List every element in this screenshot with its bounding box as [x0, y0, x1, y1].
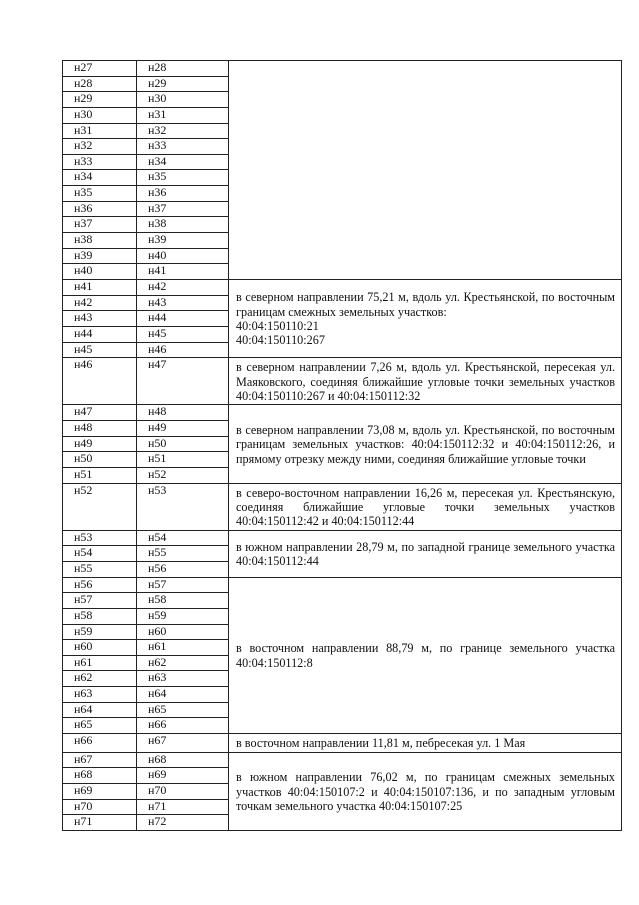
- from-point-cell: н53: [63, 530, 137, 546]
- to-point-cell: н33: [137, 139, 229, 155]
- from-point-cell: н66: [63, 734, 137, 753]
- from-point-cell: н37: [63, 217, 137, 233]
- to-point-cell: н62: [137, 655, 229, 671]
- to-point-cell: н58: [137, 593, 229, 609]
- to-point-cell: н70: [137, 783, 229, 799]
- to-point-cell: н49: [137, 420, 229, 436]
- table-row: [63, 483, 622, 530]
- from-point-cell: н56: [63, 577, 137, 593]
- from-point-cell: н54: [63, 546, 137, 562]
- table-row: [63, 530, 622, 546]
- from-point-cell: н70: [63, 799, 137, 815]
- table-row: [63, 405, 622, 421]
- description-line: в восточном направлении 88,79 м, по границе земельного участка 40:04:150112:8: [236, 641, 615, 670]
- to-point-cell: н52: [137, 467, 229, 483]
- to-point-cell: н48: [137, 405, 229, 421]
- from-point-cell: н31: [63, 123, 137, 139]
- boundary-description-cell: [229, 734, 622, 753]
- to-point-cell: н57: [137, 577, 229, 593]
- from-point-cell: н43: [63, 311, 137, 327]
- from-point-cell: н42: [63, 295, 137, 311]
- to-point-cell: н37: [137, 201, 229, 217]
- from-point-cell: н36: [63, 201, 137, 217]
- from-point-cell: н50: [63, 452, 137, 468]
- to-point-cell: н68: [137, 752, 229, 768]
- from-point-cell: н71: [63, 815, 137, 831]
- to-point-cell: н64: [137, 687, 229, 703]
- to-point-cell: н28: [137, 61, 229, 77]
- from-point-cell: н52: [63, 483, 137, 530]
- boundary-description-cell: [229, 358, 622, 405]
- to-point-cell: н36: [137, 186, 229, 202]
- to-point-cell: н39: [137, 233, 229, 249]
- from-point-cell: н32: [63, 139, 137, 155]
- boundary-description-cell: [229, 530, 622, 577]
- boundary-description-table: [62, 60, 622, 831]
- description-line: в северном направлении 73,08 м, вдоль ул. Крестьянской, по восточным границам земельных участков: 40:04:150112:32 и 40:04:150112:26, и прямому отрезку между ними, соединяя ближайшие угловые точки: [236, 422, 615, 466]
- boundary-description-cell: [229, 61, 622, 280]
- to-point-cell: н43: [137, 295, 229, 311]
- table-row: [63, 734, 622, 753]
- to-point-cell: н72: [137, 815, 229, 831]
- from-point-cell: н69: [63, 783, 137, 799]
- table-row: [63, 61, 622, 77]
- to-point-cell: н65: [137, 702, 229, 718]
- to-point-cell: н29: [137, 76, 229, 92]
- from-point-cell: н44: [63, 326, 137, 342]
- from-point-cell: н65: [63, 718, 137, 734]
- from-point-cell: н40: [63, 264, 137, 280]
- from-point-cell: н48: [63, 420, 137, 436]
- description-line: в северном направлении 75,21 м, вдоль ул. Крестьянской, по восточным границам смежных земельных участков:: [236, 290, 615, 319]
- table-body: [63, 61, 622, 831]
- to-point-cell: н69: [137, 768, 229, 784]
- from-point-cell: н28: [63, 76, 137, 92]
- from-point-cell: н34: [63, 170, 137, 186]
- to-point-cell: н63: [137, 671, 229, 687]
- from-point-cell: н45: [63, 342, 137, 358]
- to-point-cell: н51: [137, 452, 229, 468]
- from-point-cell: н33: [63, 154, 137, 170]
- boundary-description-cell: [229, 483, 622, 530]
- to-point-cell: н71: [137, 799, 229, 815]
- description-line: в восточном направлении 11,81 м, пебресекая ул. 1 Мая: [236, 736, 526, 751]
- to-point-cell: н59: [137, 608, 229, 624]
- description-line: 40:04:150110:21: [236, 319, 319, 334]
- to-point-cell: н55: [137, 546, 229, 562]
- to-point-cell: н35: [137, 170, 229, 186]
- table-row: [63, 279, 622, 295]
- from-point-cell: н64: [63, 702, 137, 718]
- from-point-cell: н46: [63, 358, 137, 405]
- table-row: [63, 752, 622, 768]
- to-point-cell: н45: [137, 326, 229, 342]
- from-point-cell: н57: [63, 593, 137, 609]
- to-point-cell: н50: [137, 436, 229, 452]
- to-point-cell: н47: [137, 358, 229, 405]
- boundary-description-cell: [229, 752, 622, 830]
- to-point-cell: н31: [137, 107, 229, 123]
- table-row: [63, 577, 622, 593]
- to-point-cell: н54: [137, 530, 229, 546]
- to-point-cell: н30: [137, 92, 229, 108]
- to-point-cell: н67: [137, 734, 229, 753]
- to-point-cell: н60: [137, 624, 229, 640]
- to-point-cell: н56: [137, 562, 229, 578]
- from-point-cell: н51: [63, 467, 137, 483]
- boundary-description-cell: [229, 279, 622, 357]
- from-point-cell: н38: [63, 233, 137, 249]
- to-point-cell: н46: [137, 342, 229, 358]
- description-line: в южном направлении 28,79 м, по западной границе земельного участка 40:04:150112:44: [236, 539, 615, 569]
- from-point-cell: н35: [63, 186, 137, 202]
- from-point-cell: н47: [63, 405, 137, 421]
- to-point-cell: н66: [137, 718, 229, 734]
- to-point-cell: н38: [137, 217, 229, 233]
- description-line: в северном направлении 7,26 м, вдоль ул. Крестьянской, пересекая ул. Маяковского, соединяя ближайшие угловые точки земельных участков 40:04:150110:267 и 40:04:150112:32: [236, 360, 615, 403]
- from-point-cell: н62: [63, 671, 137, 687]
- from-point-cell: н55: [63, 562, 137, 578]
- to-point-cell: н40: [137, 248, 229, 264]
- to-point-cell: н53: [137, 483, 229, 530]
- to-point-cell: н42: [137, 279, 229, 295]
- table-row: [63, 358, 622, 405]
- from-point-cell: н29: [63, 92, 137, 108]
- from-point-cell: н41: [63, 279, 137, 295]
- boundary-description-cell: [229, 577, 622, 733]
- from-point-cell: н68: [63, 768, 137, 784]
- from-point-cell: н49: [63, 436, 137, 452]
- to-point-cell: н41: [137, 264, 229, 280]
- boundary-description-cell: [229, 405, 622, 483]
- from-point-cell: н39: [63, 248, 137, 264]
- from-point-cell: н30: [63, 107, 137, 123]
- description-line: в северо-восточном направлении 16,26 м, пересекая ул. Крестьянскую, соединяя ближайшие угловые точки земельных участков 40:04:150112:42 и 40:04:150112:44: [236, 485, 615, 529]
- description-line: в южном направлении 76,02 м, по границам смежных земельных участков 40:04:150107:2 и 40:04:150107:136, и по западным угловым точкам земельного участка 40:04:150107:25: [236, 770, 615, 813]
- description-line: 40:04:150110:267: [236, 333, 325, 348]
- from-point-cell: н63: [63, 687, 137, 703]
- from-point-cell: н61: [63, 655, 137, 671]
- from-point-cell: н27: [63, 61, 137, 77]
- from-point-cell: н59: [63, 624, 137, 640]
- to-point-cell: н32: [137, 123, 229, 139]
- from-point-cell: н60: [63, 640, 137, 656]
- to-point-cell: н44: [137, 311, 229, 327]
- to-point-cell: н34: [137, 154, 229, 170]
- from-point-cell: н67: [63, 752, 137, 768]
- from-point-cell: н58: [63, 608, 137, 624]
- to-point-cell: н61: [137, 640, 229, 656]
